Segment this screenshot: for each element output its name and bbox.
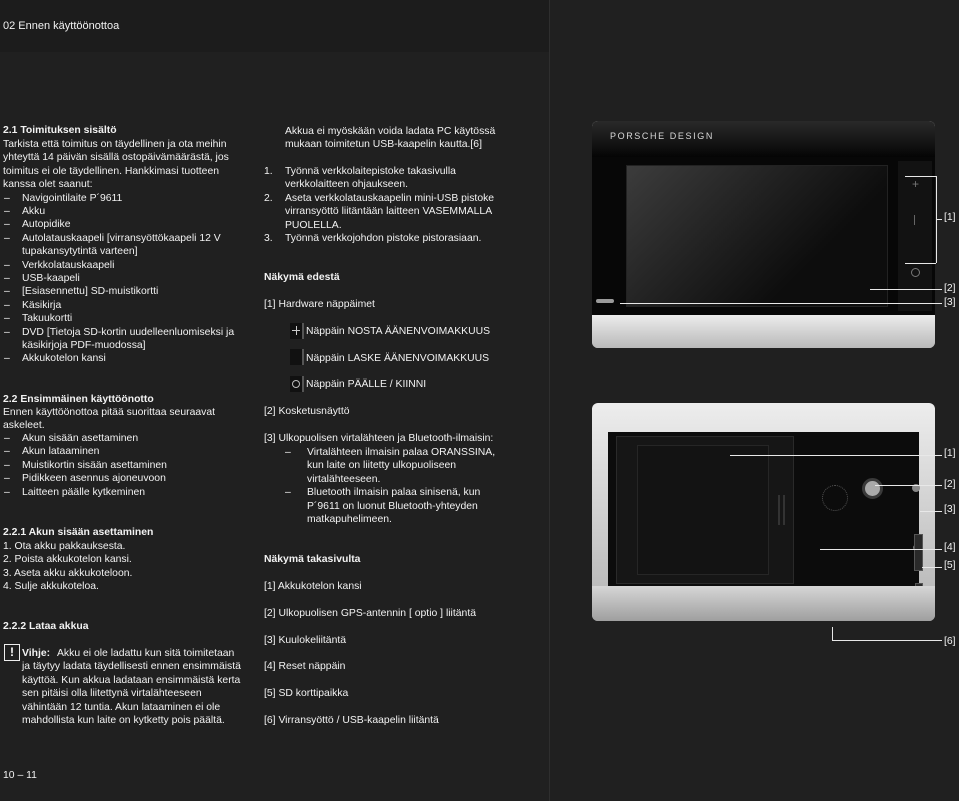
- contents-item: Autolatauskaapeli [virransyöttökaapeli 12 V: [22, 232, 221, 244]
- usb-note-line: mukaan toimitetun USB-kaapelin kautta.[6]: [285, 139, 482, 151]
- note-line: sen pitäisi olla liitettynä virtalähteeseen: [22, 688, 202, 700]
- step-item: Akun sisään asettaminen: [22, 433, 139, 444]
- step-item: Laitteen päälle kytkeminen: [22, 486, 146, 498]
- speaker-grille: [822, 485, 848, 511]
- back-callout-4: [4]: [944, 542, 956, 553]
- indicator-item: virtalähteeseen.: [307, 473, 381, 485]
- external-indicator-label: [3] Ulkopuolisen virtalähteen ja Bluetooth-ilmaisin:: [264, 433, 494, 444]
- warning-icon-glyph: !: [10, 645, 14, 659]
- note-line: vähintään 12 tuntia. Akun lataaminen ei ole: [22, 701, 221, 713]
- intro-line: kanssa olet saanut:: [3, 179, 93, 191]
- minus-icon: [290, 349, 304, 365]
- battery-cover[interactable]: [616, 436, 794, 584]
- sd-card-slot[interactable]: [914, 534, 923, 571]
- step-text: virransyöttö liitäntään laitteen VASEMMALLA: [285, 206, 493, 218]
- bullet-dash: –: [4, 192, 10, 204]
- back-callout-3: [3]: [944, 504, 956, 515]
- usb-note-line: Akkua ei myöskään voida ladata PC käytössä: [285, 126, 496, 137]
- contents-item: Verkkolatauskaapeli: [22, 259, 115, 271]
- bullet-dash: –: [4, 486, 10, 498]
- back-view-title: Näkymä takasivulta: [264, 554, 361, 565]
- intro-line: Tarkista että toimitus on täydellinen ja ota meihin: [3, 139, 227, 150]
- step-item: Akun lataaminen: [22, 446, 100, 458]
- numbered-step: 1. Ota akku pakkauksesta.: [3, 541, 126, 552]
- note-line: käyttöä. Kun akkua ladataan ensimmäistä kerta: [22, 674, 241, 686]
- contents-item: tupakansytytintä varteen]: [22, 246, 138, 258]
- device-back-bottom: [592, 586, 935, 621]
- back-view-item: [6] Virransyöttö / USB-kaapelin liitäntä: [264, 715, 439, 726]
- gps-antenna-port[interactable]: [862, 478, 883, 499]
- contents-item: Autopidike: [22, 219, 71, 231]
- device-back-figure: [592, 403, 935, 621]
- back-callout-5: [5]: [944, 560, 956, 571]
- back-callout-6: [6]: [944, 636, 956, 647]
- step-item: Muistikortin sisään asettaminen: [22, 459, 167, 471]
- volume-up-label: Näppäin NOSTA ÄÄNENVOIMAKKUUS: [306, 326, 491, 337]
- section-2-1-title: 2.1 Toimituksen sisältö: [3, 125, 117, 136]
- contents-item: Akku: [22, 205, 46, 217]
- step-item: Pidikkeen asennus ajoneuvoon: [22, 473, 166, 485]
- note-line: mahdollista kun laite on kytketty pois päältä.: [22, 715, 225, 726]
- indicator-item: Bluetooth ilmaisin palaa sinisenä, kun: [307, 487, 481, 499]
- contents-item: Navigointilaite P´9611: [22, 192, 123, 204]
- intro-line: yhteyttä 14 päivän sisällä ostopäivämäärästä, jos: [3, 152, 229, 164]
- step-text: Työnnä verkkojohdon pistoke pistorasiaan.: [285, 233, 482, 244]
- indicator-item: kun laite on liitetty ulkopuoliseen: [307, 460, 457, 472]
- power-label: Näppäin PÄÄLLE / KIINNI: [306, 379, 427, 390]
- step-text: Työnnä verkkolaitepistoke takasivulla: [285, 166, 456, 177]
- step-text: verkkolaitteen ohjaukseen.: [285, 179, 409, 191]
- warning-icon: [4, 644, 20, 661]
- note-label: Vihje:: [22, 648, 51, 659]
- column-divider: [549, 0, 550, 801]
- bullet-dash: –: [4, 473, 10, 485]
- intro-line: Ennen käyttöönottoa pitää suorittaa seuraavat: [3, 407, 215, 418]
- back-callout-2: [2]: [944, 479, 956, 490]
- step-number: 2.: [264, 192, 273, 204]
- intro-line: askeleet.: [3, 420, 45, 432]
- touchscreen-display: [626, 165, 888, 307]
- back-view-item: [3] Kuulokeliitäntä: [264, 634, 347, 646]
- power-icon: [290, 376, 304, 392]
- back-view-item: [5] SD korttipaikka: [264, 688, 349, 700]
- front-callout-3: [3]: [944, 297, 956, 308]
- numbered-step: 4. Sulje akkukoteloa.: [3, 581, 99, 593]
- note-line: ja täytyy ladata täydellisesti ennen ensimmäistä: [22, 661, 241, 673]
- bullet-dash: –: [4, 219, 10, 231]
- bullet-dash: –: [4, 205, 10, 217]
- back-view-item: [4] Reset näppäin: [264, 661, 346, 673]
- bullet-dash: –: [4, 259, 10, 271]
- brand-logo: PORSCHE DESIGN: [610, 131, 714, 141]
- bullet-dash: –: [4, 313, 10, 325]
- back-callout-1: [1]: [944, 448, 956, 459]
- back-view-item: [2] Ulkopuolisen GPS-antennin [ optio ] liitäntä: [264, 607, 476, 619]
- bullet-dash: –: [4, 286, 10, 298]
- numbered-step: 2. Poista akkukotelon kansi.: [3, 554, 132, 566]
- bullet-dash: –: [4, 446, 10, 458]
- indicator-item: matkapuhelimeen.: [307, 514, 392, 525]
- bullet-dash: –: [4, 326, 10, 338]
- touchscreen-label: [2] Kosketusnäyttö: [264, 406, 350, 417]
- bullet-dash: –: [4, 433, 10, 444]
- contents-item: Käsikirja: [22, 299, 62, 311]
- front-callout-1: [1]: [944, 212, 956, 223]
- bullet-dash: –: [4, 232, 10, 244]
- section-header: 02 Ennen käyttöönottoa: [3, 20, 120, 32]
- device-front-figure: [592, 121, 935, 348]
- step-number: 3.: [264, 233, 273, 244]
- contents-item: Takuukortti: [22, 313, 73, 325]
- contents-item: DVD [Tietoja SD-kortin uudelleenluomiseksi ja: [22, 326, 235, 338]
- section-2-2-1-title: 2.2.1 Akun sisään asettaminen: [3, 527, 154, 538]
- step-text: Aseta verkkolatauskaapelin mini-USB pistoke: [285, 192, 495, 204]
- numbered-step: 3. Aseta akku akkukoteloon.: [3, 567, 133, 579]
- front-view-title: Näkymä edestä: [264, 272, 340, 283]
- intro-line: toimitus ei ole täydellinen. Hankkimasi tuotteen: [3, 165, 220, 177]
- volume-down-label: Näppäin LASKE ÄÄNENVOIMAKKUUS: [306, 353, 490, 364]
- contents-item: [Esiasennettu] SD-muistikortti: [22, 286, 159, 298]
- status-indicator: [596, 299, 614, 303]
- contents-item: käsikirjoja PDF-muodossa]: [22, 339, 146, 351]
- back-view-item: [1] Akkukotelon kansi: [264, 581, 362, 592]
- hardware-buttons-label: [1] Hardware näppäimet: [264, 299, 375, 310]
- bullet-dash: –: [4, 353, 10, 365]
- bullet-dash: –: [4, 272, 10, 284]
- contents-item: Akkukotelon kansi: [22, 353, 106, 365]
- step-text: PUOLELLA.: [285, 219, 342, 231]
- step-number: 1.: [264, 166, 273, 177]
- indicator-item: Virtalähteen ilmaisin palaa ORANSSINA,: [307, 447, 496, 458]
- bullet-dash: –: [285, 487, 291, 499]
- section-2-2-title: 2.2 Ensimmäinen käyttöönotto: [3, 394, 154, 405]
- contents-item: USB-kaapeli: [22, 272, 80, 284]
- page-number: 10 – 11: [3, 770, 37, 781]
- note-line: Akku ei ole ladattu kun sitä toimitetaan: [57, 648, 235, 659]
- device-front-bottom: [592, 315, 935, 348]
- indicator-item: P´9611 on luonut Bluetooth-yhteyden: [307, 500, 478, 512]
- bullet-dash: –: [285, 447, 291, 458]
- bullet-dash: –: [4, 299, 10, 311]
- volume-down-button[interactable]: [914, 215, 915, 225]
- power-button[interactable]: [911, 268, 920, 277]
- front-callout-2: [2]: [944, 283, 956, 294]
- volume-up-button[interactable]: +: [912, 177, 920, 191]
- bullet-dash: –: [4, 459, 10, 471]
- section-2-2-2-title: 2.2.2 Lataa akkua: [3, 621, 89, 632]
- plus-icon: [290, 323, 304, 339]
